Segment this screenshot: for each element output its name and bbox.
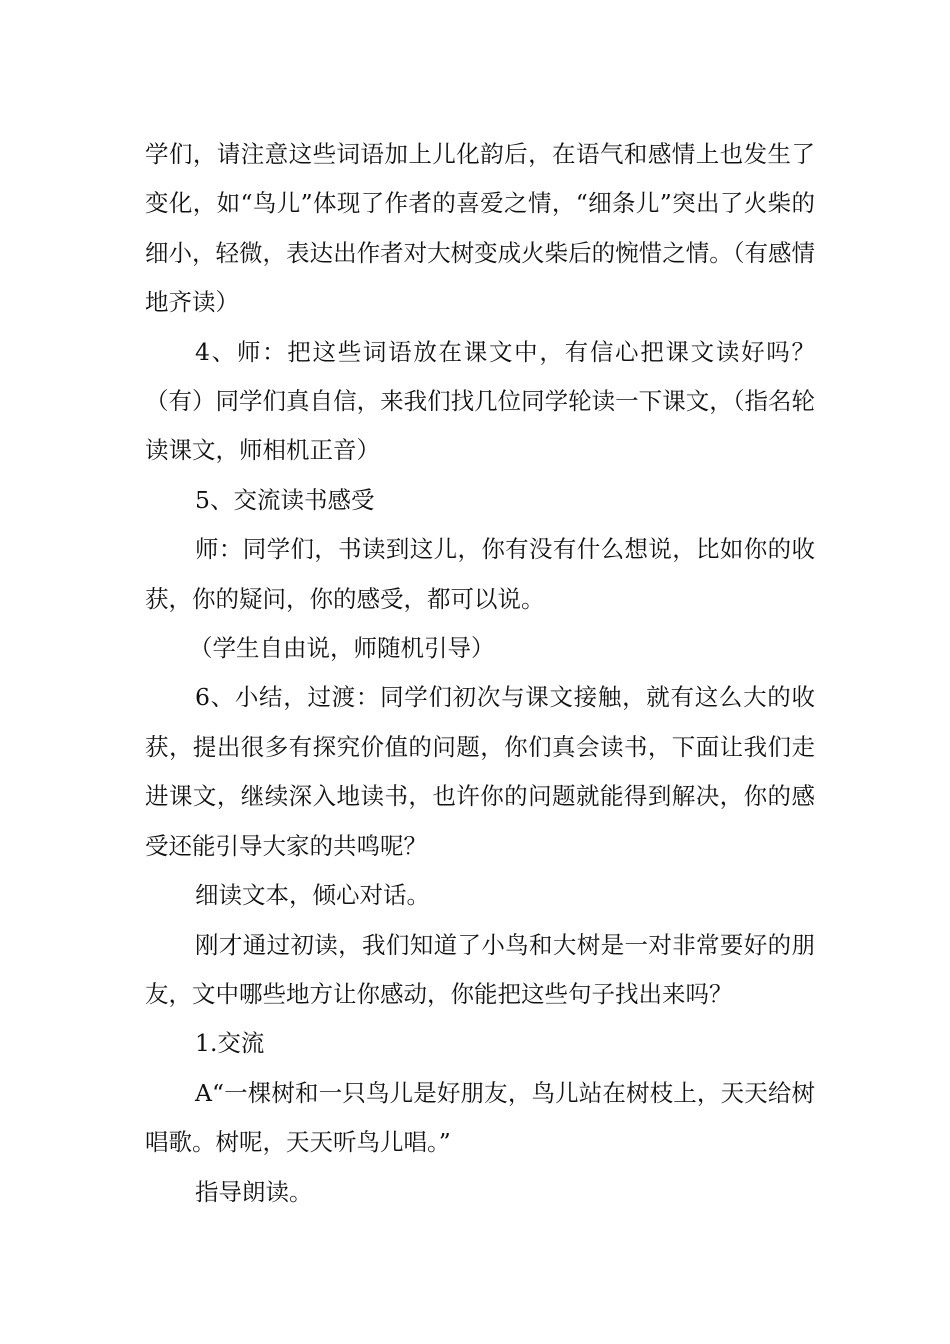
paragraph-step-4: 4、师：把这些词语放在课文中，有信心把课文读好吗？（有）同学们真自信，来我们找几位同学轮读一下课文，（指名轮读课文，师相机正音） xyxy=(145,337,815,465)
paragraph-section-heading: 细读文本，倾心对话。 xyxy=(195,881,430,910)
paragraph-quote-a: A“一棵树和一只鸟儿是好朋友，鸟儿站在树枝上，天天给树唱歌。树呢，天天听鸟儿唱。” xyxy=(145,1078,815,1157)
paragraph-teacher-question: 师：同学们，书读到这儿，你有没有什么想说，比如你的收获，你的疑问，你的感受，都可以说。 xyxy=(145,535,815,613)
paragraph-step-6-summary: 6、小结，过渡：同学们初次与课文接触，就有这么大的收获，提出很多有探究价值的问题，你们真会读书，下面让我们走进课文，继续深入地读书，也许你的问题就能得到解决，你的感受还能引导大家的共鸣呢？ xyxy=(145,683,815,860)
paragraph-intro-reading: 刚才通过初读，我们知道了小鸟和大树是一对非常要好的朋友，文中哪些地方让你感动，你能把这些句子找出来吗？ xyxy=(145,930,815,1008)
paragraph-exchange-heading: 1.交流 xyxy=(195,1029,265,1058)
paragraph-step-5-heading: 5、交流读书感受 xyxy=(195,485,375,514)
paragraph-continuation: 学们，请注意这些词语加上儿化韵后，在语气和感情上也发生了变化，如“鸟儿”体现了作者的喜爱之情，“细条儿”突出了火柴的细小，轻微，表达出作者对大树变成火柴后的惋惜之情。（有感情地齐读） xyxy=(145,140,815,317)
paragraph-guided-reading: 指导朗读。 xyxy=(195,1177,313,1206)
document-body xyxy=(145,130,815,1217)
paragraph-student-note: （学生自由说，师随机引导） xyxy=(189,634,495,663)
